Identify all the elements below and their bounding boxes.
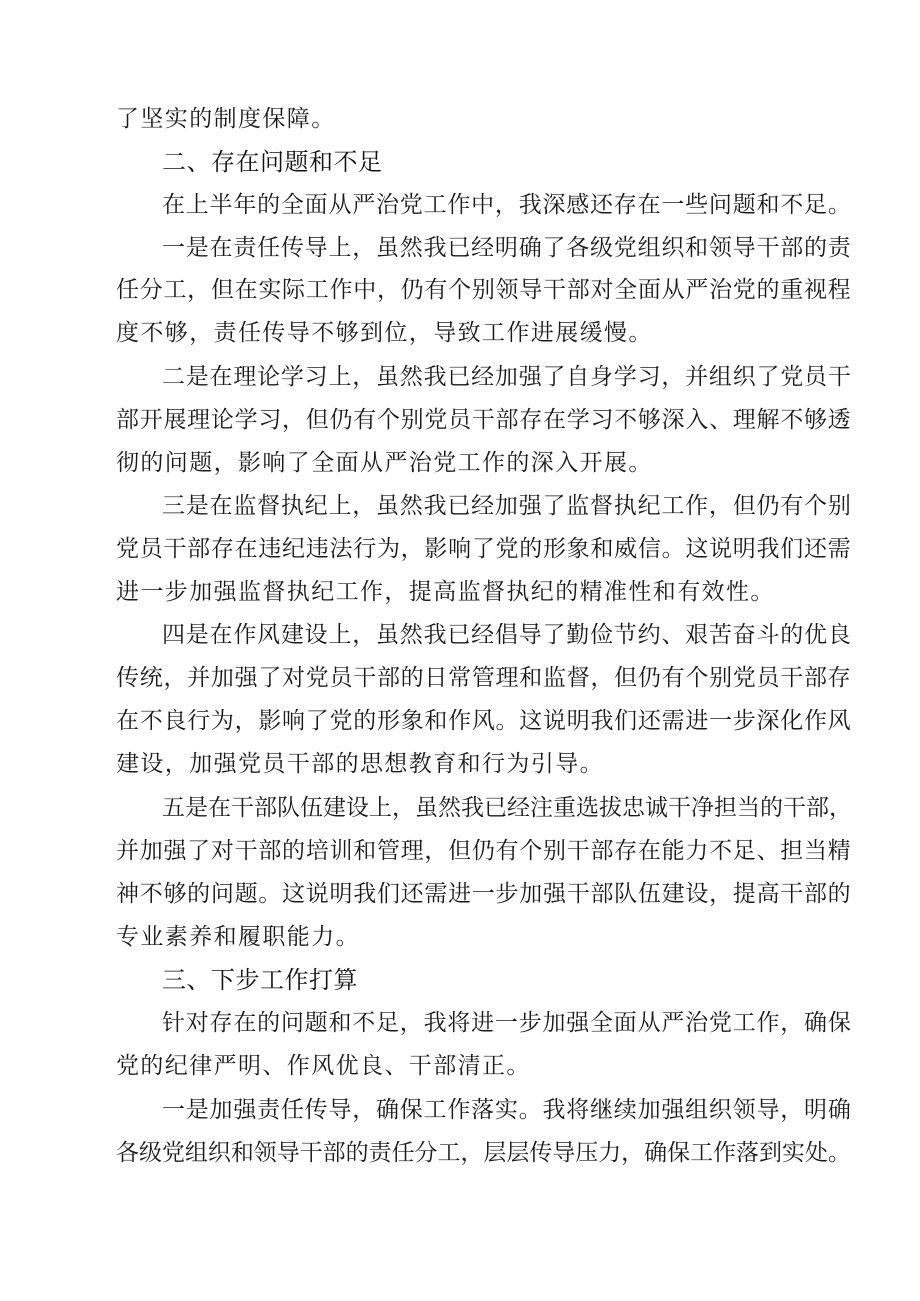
text-line: 二是在理论学习上，虽然我已经加强了自身学习，并组织了党员干	[162, 364, 852, 390]
text-line: 一是在责任传导上，虽然我已经明确了各级党组织和领导干部的责	[162, 235, 852, 261]
text-line: 在不良行为，影响了党的形象和作风。这说明我们还需进一步深化作风	[116, 708, 852, 734]
text-line: 任分工，但在实际工作中，仍有个别领导干部对全面从严治党的重视程	[116, 277, 852, 303]
text-line: 传统，并加强了对党员干部的日常管理和监督，但仍有个别党员干部存	[116, 665, 852, 691]
text-line: 并加强了对干部的培训和管理，但仍有个别干部存在能力不足、担当精	[116, 838, 852, 864]
text-line: 度不够，责任传导不够到位，导致工作进展缓慢。	[116, 320, 653, 346]
text-line: 针对存在的问题和不足，我将进一步加强全面从严治党工作，确保	[162, 1010, 852, 1036]
text-line: 四是在作风建设上，虽然我已经倡导了勤俭节约、艰苦奋斗的优良	[162, 622, 852, 648]
text-line: 五是在干部队伍建设上，虽然我已经注重选拔忠诚干净担当的干部，	[162, 795, 852, 821]
text-line: 党的纪律严明、作风优良、干部清正。	[116, 1053, 531, 1079]
text-line: 彻的问题，影响了全面从严治党工作的深入开展。	[116, 450, 653, 476]
text-line: 专业素养和履职能力。	[116, 924, 360, 950]
section-heading: 三、下步工作打算	[162, 966, 358, 994]
section-heading: 二、存在问题和不足	[162, 148, 383, 176]
text-line: 建设，加强党员干部的思想教育和行为引导。	[116, 751, 604, 777]
text-line: 神不够的问题。这说明我们还需进一步加强干部队伍建设，提高干部的	[116, 881, 852, 907]
text-line: 进一步加强监督执纪工作，提高监督执纪的精准性和有效性。	[116, 579, 775, 605]
text-line: 三是在监督执纪上，虽然我已经加强了监督执纪工作，但仍有个别	[162, 493, 852, 519]
text-line: 一是加强责任传导，确保工作落实。我将继续加强组织领导，明确	[162, 1097, 852, 1123]
text-line: 在上半年的全面从严治党工作中，我深感还存在一些问题和不足。	[162, 192, 852, 218]
text-line: 党员干部存在违纪违法行为，影响了党的形象和威信。这说明我们还需	[116, 536, 852, 562]
text-line: 部开展理论学习，但仍有个别党员干部存在学习不够深入、理解不够透	[116, 407, 852, 433]
text-line: 各级党组织和领导干部的责任分工，层层传导压力，确保工作落到实处。	[116, 1140, 851, 1166]
text-line: 了坚实的制度保障。	[116, 106, 336, 132]
